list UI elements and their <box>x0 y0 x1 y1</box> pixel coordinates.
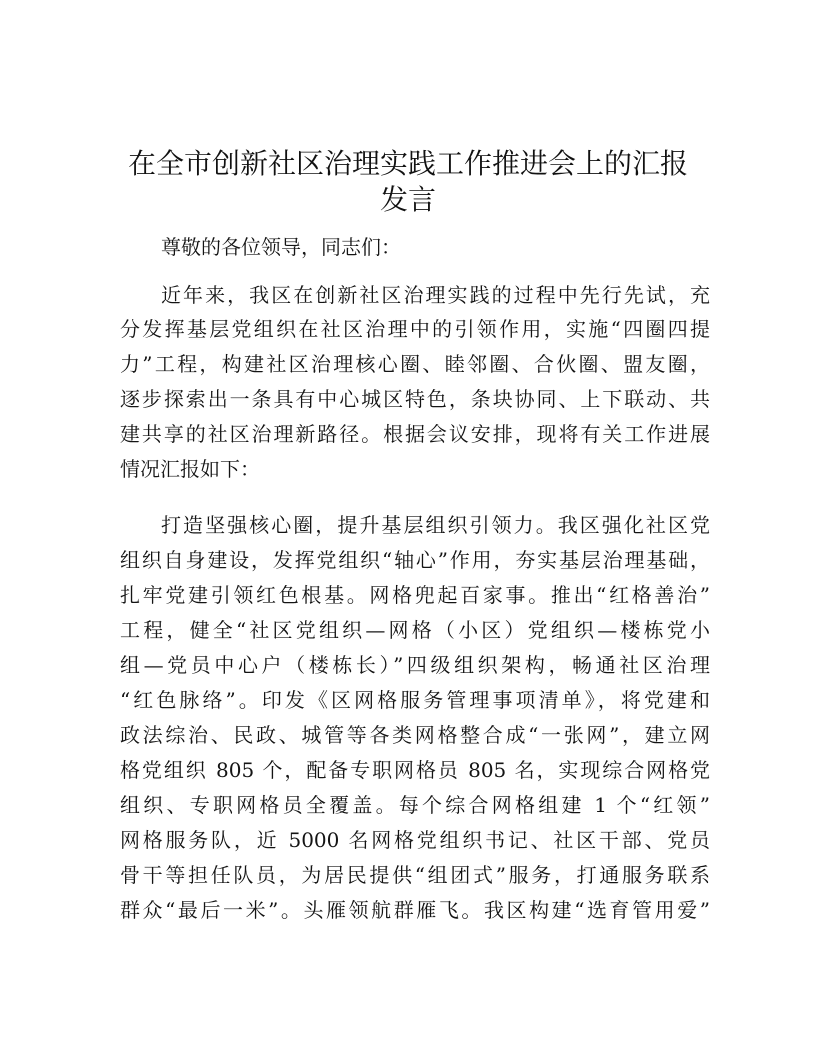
title-line-1: 在全市创新社区治理实践工作推进会上的汇报 <box>127 147 688 180</box>
paragraph-2-line: 扎牢党建引领红色根基。网格兜起百家事。推出“红格善治” <box>120 583 710 607</box>
paragraph-2-line: 网格服务队，近 5000 名网格党组织书记、社区干部、党员 <box>120 828 710 852</box>
paragraph-1-line: 逐步探索出一条具有中心城区特色，条块协同、上下联动、共 <box>120 387 710 411</box>
salutation: 尊敬的各位领导，同志们： <box>161 235 401 259</box>
paragraph-1-line: 情况汇报如下： <box>120 457 260 481</box>
paragraph-2-line: 组织自身建设，发挥党组织“轴心”作用，夯实基层治理基础， <box>120 548 710 572</box>
paragraph-2-line: “红色脉络”。印发《区网格服务管理事项清单》，将党建和 <box>120 688 710 712</box>
paragraph-1-line: 力”工程，构建社区治理核心圈、睦邻圈、合伙圈、盟友圈， <box>120 352 710 376</box>
paragraph-2-line: 打造坚强核心圈，提升基层组织引领力。我区强化社区党 <box>161 513 710 537</box>
paragraph-2-line: 组—党员中心户（楼栋长）”四级组织架构，畅通社区治理 <box>120 653 710 677</box>
paragraph-1-line: 建共享的社区治理新路径。根据会议安排，现将有关工作进展 <box>120 422 710 446</box>
document-title <box>100 146 716 218</box>
paragraph-2-line: 组织、专职网格员全覆盖。每个综合网格组建 1 个“红领” <box>120 793 710 817</box>
paragraph-2-line: 群众“最后一米”。头雁领航群雁飞。我区构建“选育管用爱” <box>120 898 710 922</box>
paragraph-1-line: 近年来，我区在创新社区治理实践的过程中先行先试，充 <box>161 283 710 307</box>
paragraph-2-line: 工程，健全“社区党组织—网格（小区）党组织—楼栋党小 <box>120 618 710 642</box>
paragraph-1-line: 分发挥基层党组织在社区治理中的引领作用，实施“四圈四提 <box>120 317 710 341</box>
paragraph-2-line: 格党组织 805 个，配备专职网格员 805 名，实现综合网格党 <box>120 758 710 782</box>
paragraph-2-line: 骨干等担任队员，为居民提供“组团式”服务，打通服务联系 <box>120 863 710 887</box>
title-line-2: 发言 <box>379 183 436 216</box>
paragraph-2-line: 政法综治、民政、城管等各类网格整合成“一张网”，建立网 <box>120 723 710 747</box>
